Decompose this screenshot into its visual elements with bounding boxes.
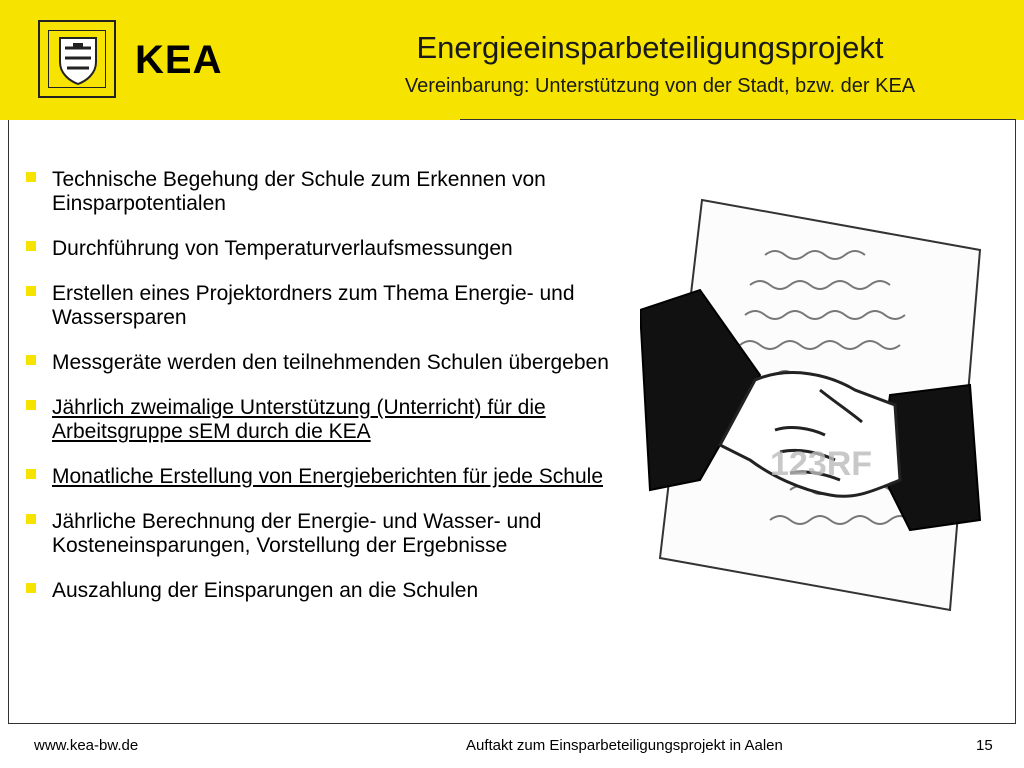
coat-of-arms-icon <box>56 34 100 86</box>
bullet-text: Messgeräte werden den teilnehmenden Schulen übergeben <box>52 351 609 374</box>
coat-of-arms-logo <box>38 20 116 98</box>
bullet-text: Erstellen eines Projektordners zum Thema Energie- und Wassersparen <box>52 282 575 329</box>
bullet-item <box>24 168 644 216</box>
handshake-illustration <box>640 190 1000 625</box>
bullet-text: Durchführung von Temperaturverlaufsmessungen <box>52 237 513 260</box>
bullet-text: Jährlich zweimalige Unterstützung (Unterricht) für die Arbeitsgruppe sEM durch die KEA <box>52 396 546 443</box>
bullet-item <box>24 237 644 261</box>
bullet-marker-icon <box>26 286 36 296</box>
bullet-marker-icon <box>26 355 36 365</box>
bullet-item <box>24 351 644 375</box>
watermark-text: 123RF <box>770 445 873 483</box>
page-title: Energieeinsparbeteiligungsprojekt <box>416 30 884 65</box>
bullet-text: Technische Begehung der Schule zum Erkennen von Einsparpotentialen <box>52 168 546 215</box>
bullet-item <box>24 579 644 603</box>
bullet-item <box>24 396 644 444</box>
bullet-marker-icon <box>26 172 36 182</box>
footer-caption: Auftakt zum Einsparbeteiligungsprojekt in Aalen <box>466 737 783 754</box>
bullet-marker-icon <box>26 514 36 524</box>
logo-text: KEA <box>135 38 223 82</box>
footer-website[interactable]: www.kea-bw.de <box>34 737 139 754</box>
bullet-text: Auszahlung der Einsparungen an die Schulen <box>52 579 479 602</box>
bullet-item <box>24 282 644 330</box>
bullet-list <box>24 168 644 624</box>
bullet-marker-icon <box>26 583 36 593</box>
page-number: 15 <box>976 737 993 754</box>
bullet-marker-icon <box>26 400 36 410</box>
bullet-text: Jährliche Berechnung der Energie- und Wasser- und Kosteneinsparungen, Vorstellung der Ergebnisse <box>52 510 542 557</box>
bullet-text: Monatliche Erstellung von Energieberichten für jede Schule <box>52 465 603 488</box>
header-bar <box>0 0 1024 120</box>
bullet-item <box>24 510 644 558</box>
bullet-marker-icon <box>26 241 36 251</box>
page-subtitle: Vereinbarung: Unterstützung von der Stadt, bzw. der KEA <box>404 75 916 97</box>
bullet-item <box>24 465 644 489</box>
bullet-marker-icon <box>26 469 36 479</box>
